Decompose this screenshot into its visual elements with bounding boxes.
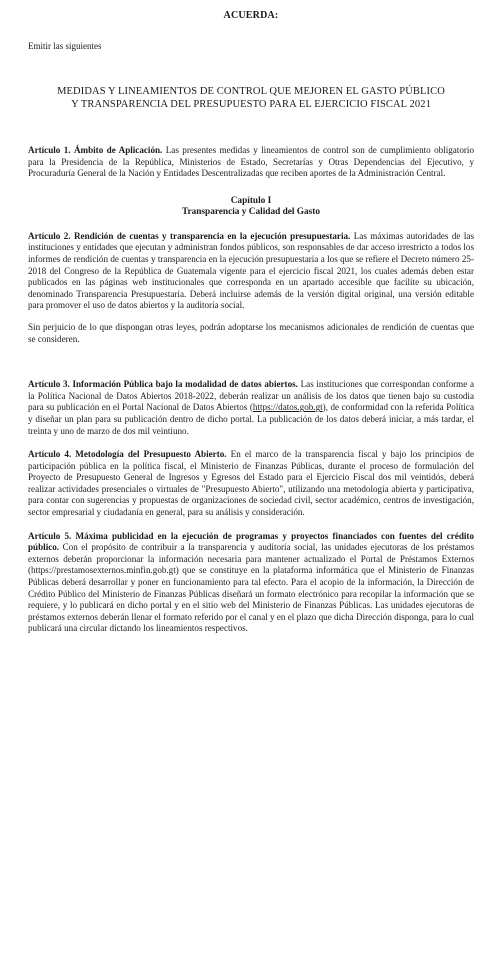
article-1-body: Las presentes medidas y lineamientos de control son de cumplimiento obligatorio para la Presidencia de la República, Ministerios de Estado, Secretarías y Otras Dependencias del Ejecutivo, y Procuraduría General de la Nación y Entidades Descentralizadas que reciben aportes de la Administración Central. [28,145,474,179]
article-4-body: En el marco de la transparencia fiscal y bajo los principios de participación pública en la política fiscal, el Ministerio de Finanzas Públicas, durante el proceso de formulación del Proyecto de Presupuesto General de Ingresos y Egresos del Estado para el Ejercicio Fiscal dos mil veintidós, deberá realizar actividades presenciales o virtuales de "Presupuesto Abierto", utilizando una metodología abierta y participativa, para contar con sugerencias y propuestas de organizaciones de sociedad civil, sector académico, centros de investigación, sector empresarial y ciudadanía en general, para su análisis y consideración. [28,449,474,518]
emitir-line: Emitir las siguientes [28,41,102,51]
article-1-heading: Artículo 1. Ámbito de Aplicación. [28,145,163,155]
chapter-number: Capítulo I [230,195,272,206]
datos-abiertos-link[interactable]: https://datos.gob.gt [252,402,323,413]
chapter-heading [28,196,474,219]
article-1 [28,145,474,180]
acuerda-heading: ACUERDA: [223,10,279,21]
article-5 [28,531,474,635]
article-3 [28,379,474,437]
article-2-body: Las máximas autoridades de las instituciones y entidades que ejecutan y administran fondos públicos, son responsables de dar acceso irrestricto a todos los informes de rendición de cuentas y transparencia en la ejecución presupuestaria a los que se refiere el Decreto número 25-2018 del Congreso de la República de Guatemala vigente para el ejercicio fiscal 2021, los cuales además deben estar publicados en las páginas web institucionales que corresponda en un apartado accesible que facilite su ubicación, denominado Transparencia Presupuestaria. Deberá incluirse además de la versión digital original, una versión editable para promover el uso de datos abiertos y la auditoría social. [28,230,474,311]
article-5-body: Con el propósito de contribuir a la transparencia y auditoría social, las unidades ejecutoras de los préstamos externos deberán proporcionar la información necesaria para mantener actualizado el Portal de Préstamos Externos (https://prestamosexternos.minfin.gob.gt) que se constituye en la plataforma informática que el Ministerio de Finanzas Públicas deberá desarrollar y poner en funcionamiento para tal efecto. Para el acopio de la información, la Dirección de Crédito Público del Ministerio de Finanzas Públicas diseñará un formato electrónico para recopilar la información que se requiere, y lo publicará en dicho portal y en el sitio web del Ministerio de Finanzas Públicas. Las unidades ejecutoras de préstamos externos deberán llenar el formato referido por el canal y en el plazo que dicha Dirección disponga, para lo cual publicará una circular dictando los lineamientos respectivos. [28,542,474,634]
article-4-heading: Artículo 4. Metodología del Presupuesto Abierto. [28,449,227,460]
article-2-heading: Artículo 2. Rendición de cuentas y transparencia en la ejecución presupuestaria. [28,230,351,241]
document-title: MEDIDAS Y LINEAMIENTOS DE CONTROL QUE MEJOREN EL GASTO PÚBLICO Y TRANSPARENCIA DEL PRESUPUESTO PARA EL EJERCICIO FISCAL 2021 [57,86,445,110]
article-5-heading: Artículo 5. Máxima publicidad en la ejecución de programas y proyectos financiados con fuentes del crédito público. [28,530,474,553]
article-3-body-a: Las instituciones que correspondan conforme a la Política Nacional de Datos Abiertos 2018-2022, deberán realizar un análisis de los datos que tienen bajo su custodia para su publicación en el Portal Nacional de Datos Abiertos ( [28,379,474,413]
article-4 [28,449,474,519]
article-3-heading: Artículo 3. Información Pública bajo la modalidad de datos abiertos. [28,379,298,390]
chapter-name: Transparencia y Calidad del Gasto [181,207,321,218]
article-3-body-b: ), de conformidad con la referida Política y diseñar un plan para su publicación dentro de dicho portal. La publicación de los datos deberá iniciar, a más tardar, el treinta y uno de marzo de dos mil veintiuno. [28,402,474,436]
article-2 [28,231,474,312]
article-2-paragraph-2: Sin perjuicio de lo que dispongan otras leyes, podrán adoptarse los mecanismos adicionales de rendición de cuentas que se consideren. [28,321,474,344]
